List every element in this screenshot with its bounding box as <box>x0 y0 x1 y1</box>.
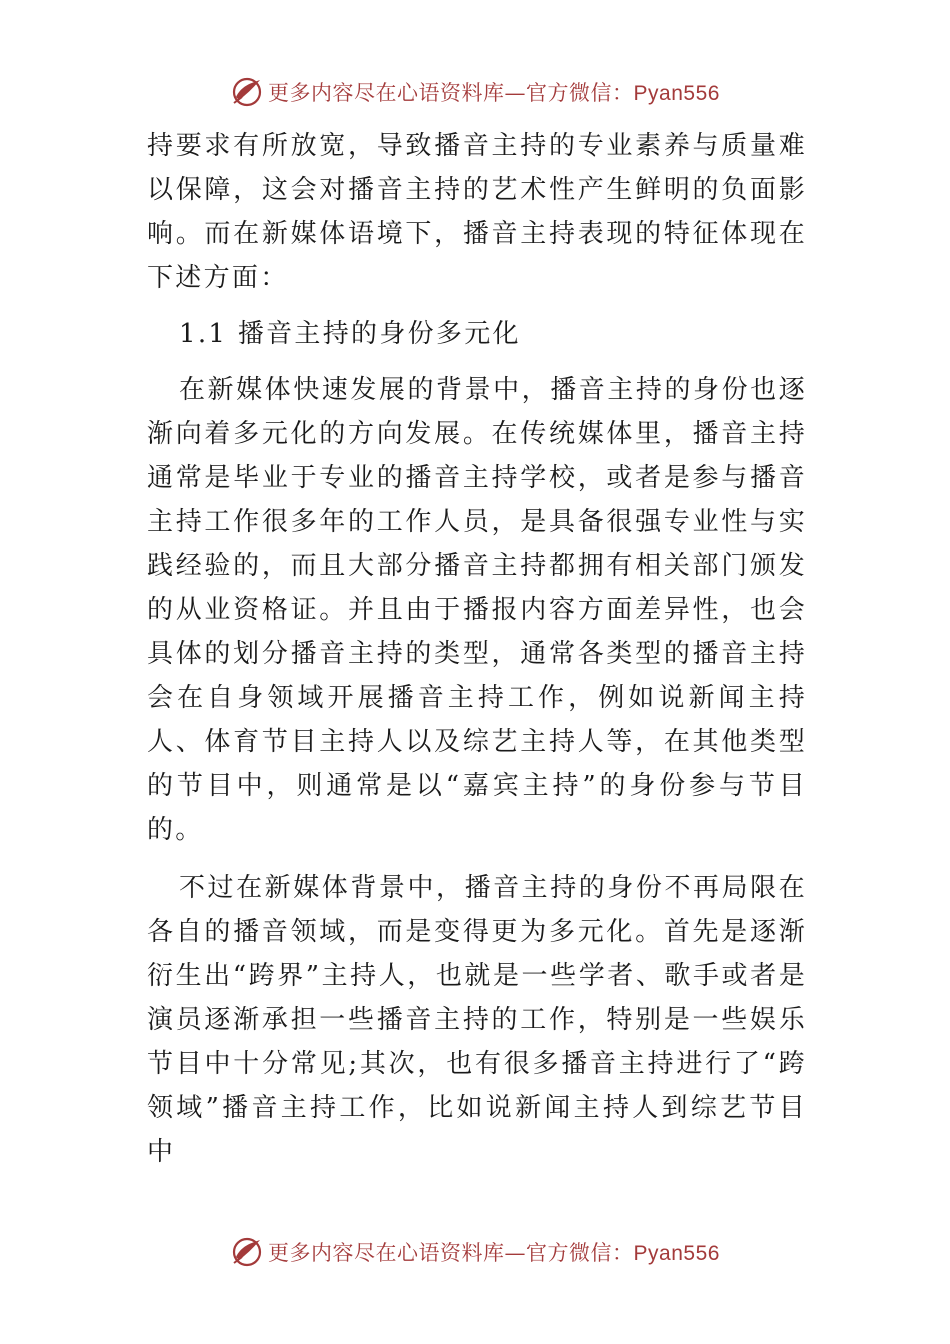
footer-banner <box>0 1230 950 1274</box>
banner-text: 更多内容尽在心语资料库—官方微信：Pyan556 <box>268 1241 720 1265</box>
wechat-id: Pyan556 <box>633 1242 720 1265</box>
paragraph-1: 持要求有所放宽，导致播音主持的专业素养与质量难以保障，这会对播音主持的艺术性产生鲜明的负面影响。而在新媒体语境下，播音主持表现的特征体现在下述方面： <box>147 131 807 293</box>
section-heading: 1.1 播音主持的身份多元化 <box>179 319 521 349</box>
scroll-quill-logo-icon <box>230 1235 264 1269</box>
paragraph-2: 在新媒体快速发展的背景中，播音主持的身份也逐渐向着多元化的方向发展。在传统媒体里，播音主持通常是毕业于专业的播音主持学校，或者是参与播音主持工作很多年的工作人员，是具备很强专业性与实践经验的，而且大部分播音主持都拥有相关部门颁发的从业资格证。并且由于播报内容方面差异性，也会具体的划分播音主持的类型，通常各类型的播音主持会在自身领域开展播音主持工作，例如说新闻主持人、体育节目主持人以及综艺主持人等，在其他类型的节目中，则通常是以“嘉宾主持”的身份参与节目的。 <box>147 375 807 845</box>
document-body <box>147 124 807 1174</box>
banner-text: 更多内容尽在心语资料库—官方微信：Pyan556 <box>268 81 720 105</box>
header-banner <box>0 70 950 114</box>
paragraph-3: 不过在新媒体背景中，播音主持的身份不再局限在各自的播音领域，而是变得更为多元化。首先是逐渐衍生出“跨界”主持人，也就是一些学者、歌手或者是演员逐渐承担一些播音主持的工作，特别是一些娱乐节目中十分常见;其次，也有很多播音主持进行了“跨领域”播音主持工作，比如说新闻主持人到综艺节目中 <box>147 873 807 1167</box>
scroll-quill-logo-icon <box>230 75 264 109</box>
wechat-id: Pyan556 <box>633 82 720 105</box>
